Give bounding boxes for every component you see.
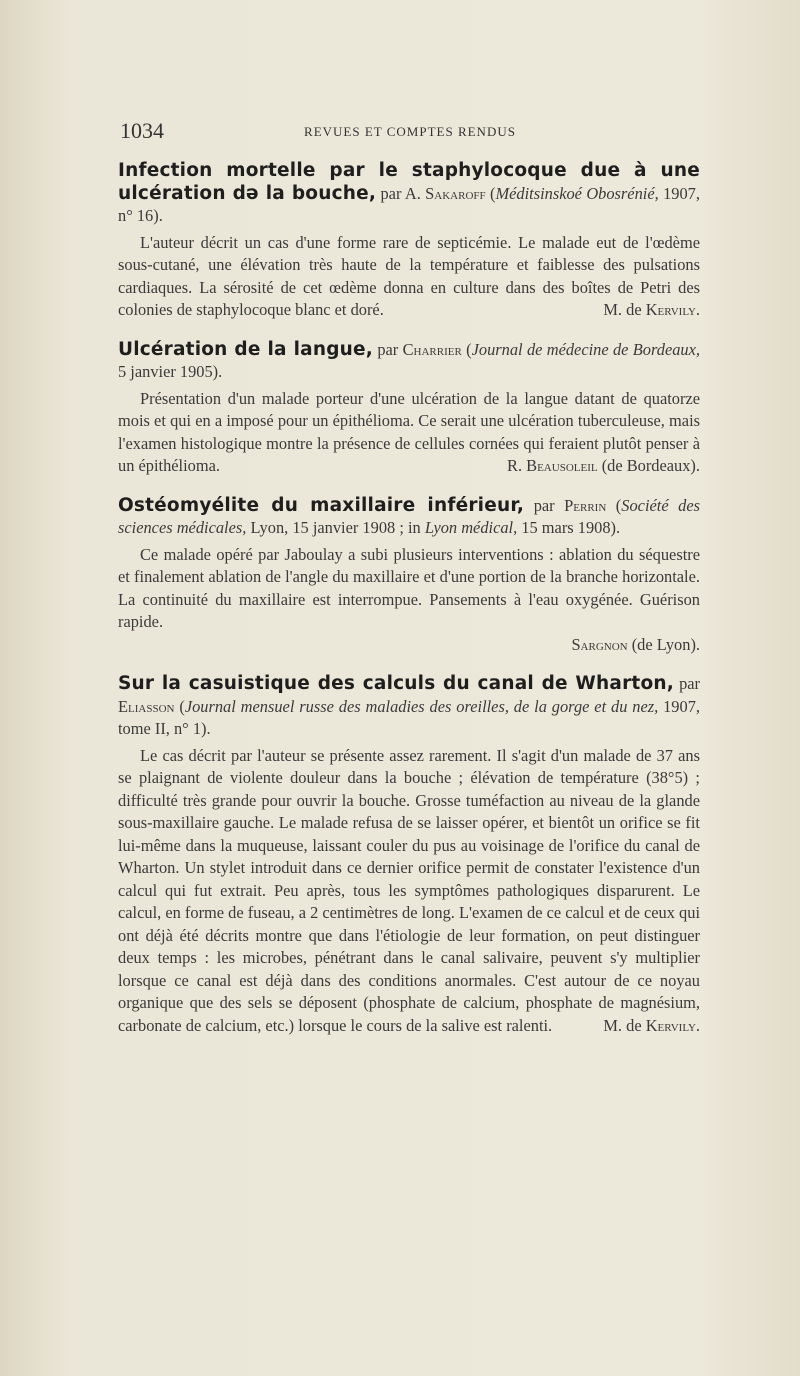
article-signature <box>485 455 700 478</box>
article-by: par <box>533 495 555 515</box>
article-ulceration-langue <box>118 339 700 478</box>
page-number: 1034 <box>120 118 164 143</box>
article-wharton <box>118 673 700 1037</box>
article-author: Sakaroff <box>425 183 486 203</box>
article-title: Infection mortelle par le staphylocoque due à une ulcération də la bouche, <box>118 160 700 204</box>
article-osteomyelite <box>118 495 700 657</box>
article-column <box>118 160 700 1054</box>
article-source-details-2: 15 mars 1908). <box>521 518 621 537</box>
running-header <box>120 118 700 142</box>
article-by: par A. <box>380 183 421 203</box>
article-body-text: L'auteur décrit un cas d'une forme rare de septicémie. Le malade eut de l'œdème sous-cutané, une élévation très haute de la température et faiblesse des pulsations cardiaques. La sérosité de cet œdème donna en culture dans des boîtes de Petri des colonies de staphylocoque blanc et doré. <box>118 232 700 319</box>
article-staphylocoque <box>118 160 700 322</box>
signature-name: Beausoleil <box>526 456 598 475</box>
article-author: Perrin <box>564 495 607 515</box>
signature-name: Kervily. <box>645 300 700 319</box>
signature-initial: R. <box>507 456 523 475</box>
article-source-details: 1907, n° 16). <box>118 183 700 225</box>
article-by: par <box>679 674 700 693</box>
article-heading: Ulcération de la langue, par Charrier (Journal de médecine de Bordeaux, 5 janvier 1905). <box>118 338 700 381</box>
article-body <box>118 745 700 1038</box>
article-heading: Infection mortelle par le staphylocoque due à une ulcération də la bouche, par A. Sakaroff (Méditsinskoé Obosrénié, 1907, n° 16). <box>118 160 700 225</box>
article-author: Charrier <box>402 339 462 359</box>
article-title: Ostéomyélite du maxillaire inférieur, <box>118 494 525 516</box>
running-title: REVUES ET COMPTES RENDUS <box>304 124 516 139</box>
signature-name: Kervily. <box>645 1015 700 1035</box>
article-body <box>118 544 700 634</box>
article-body-text: Présentation d'un malade porteur d'une ulcération de la langue datant de quatorze mois et qui en a imposé pour un épithélioma. Ce serait une ulcération tuberculeuse, mais l'examen histologique montre la présence de cellules cornées qui feraient plutôt penser à un épithélioma. <box>118 388 700 475</box>
signature-place: (de Bordeaux). <box>601 456 700 475</box>
article-title: Ulcération de la langue, <box>118 338 373 360</box>
article-heading: Sur la casuistique des calculs du canal de Wharton, par Eliasson (Journal mensuel russe des maladies des oreilles, de la gorge et du nez, 1907, tome II, n° 1). <box>118 673 700 738</box>
article-source-journal-2: Lyon médical, <box>424 518 518 537</box>
article-author: Eliasson <box>118 696 175 716</box>
article-body <box>118 232 700 322</box>
article-by: par <box>377 339 399 359</box>
signature-place: (de Lyon). <box>631 634 700 654</box>
article-heading: Ostéomyélite du maxillaire inférieur, par Perrin (Société des sciences médicales, Lyon, 15 janvier 1908 ; in Lyon médical, 15 mars 1908). <box>118 494 700 537</box>
signature-name: Sargnon <box>571 634 628 654</box>
article-body <box>118 388 700 478</box>
article-signature <box>118 634 700 657</box>
article-source-details: 5 janvier 1905). <box>118 362 223 381</box>
signature-initial: M. de <box>603 1015 642 1035</box>
article-source-details: Lyon, 15 janvier 1908 ; in <box>250 518 421 537</box>
article-body-text: Ce malade opéré par Jaboulay a subi plusieurs interventions : ablation du séquestre et finalement ablation de l'angle du maxillaire et d'une portion de la branche horizontale. La continuité du maxillaire est interrompue. Pansements à l'eau oxygénée. Guérison rapide. <box>118 544 700 631</box>
article-source-journal: Journal de médecine de Bordeaux, <box>471 339 700 359</box>
article-source-journal: Société des sciences médicales, <box>118 495 700 537</box>
article-signature <box>581 299 700 322</box>
article-source-journal: Journal mensuel russe des maladies des oreilles, de la gorge et du nez, <box>184 696 659 716</box>
signature-initial: M. de <box>603 300 642 319</box>
article-signature <box>581 1015 700 1038</box>
article-source-journal: Méditsinskoé Obosrénié, <box>495 183 659 203</box>
article-title: Sur la casuistique des calculs du canal de Wharton, <box>118 673 674 694</box>
article-body-text: Le cas décrit par l'auteur se présente assez rarement. Il s'agit d'un malade de 37 ans se plaignant de violente douleur dans la bouche ; élévation de température (38°5) ; difficulté très grande pour ouvrir la bouche. Grosse tuméfaction au niveau de la glande sous-maxillaire gauche. Le malade refusa de se laisser opérer, et bientôt un orifice se fit lui-même dans la muqueuse, laissant couler du pus au voisinage de l'orifice du canal de Wharton. Un stylet introduit dans ce dernier orifice permit de constater l'existence d'un calcul qui fut extrait. Peu après, tous les symptômes pathologiques disparurent. Le calcul, en forme de fuseau, a 2 centimètres de long. L'examen de ce calcul et de ceux qui ont déjà été décrits montre que dans l'étiologie de leur formation, on peut distinguer deux temps : les microbes, pénétrant dans le canal salivaire, peuvent s'y multiplier lorsque ce canal est déjà dans des conditions anormales. C'est autour de ce noyau organique que des sels se déposent (phosphate de calcium, phosphate de magnésium, carbonate de calcium, etc.) lorsque le cours de la salive est ralenti. <box>118 745 700 1035</box>
article-source-details: 1907, tome II, n° 1). <box>118 696 700 738</box>
